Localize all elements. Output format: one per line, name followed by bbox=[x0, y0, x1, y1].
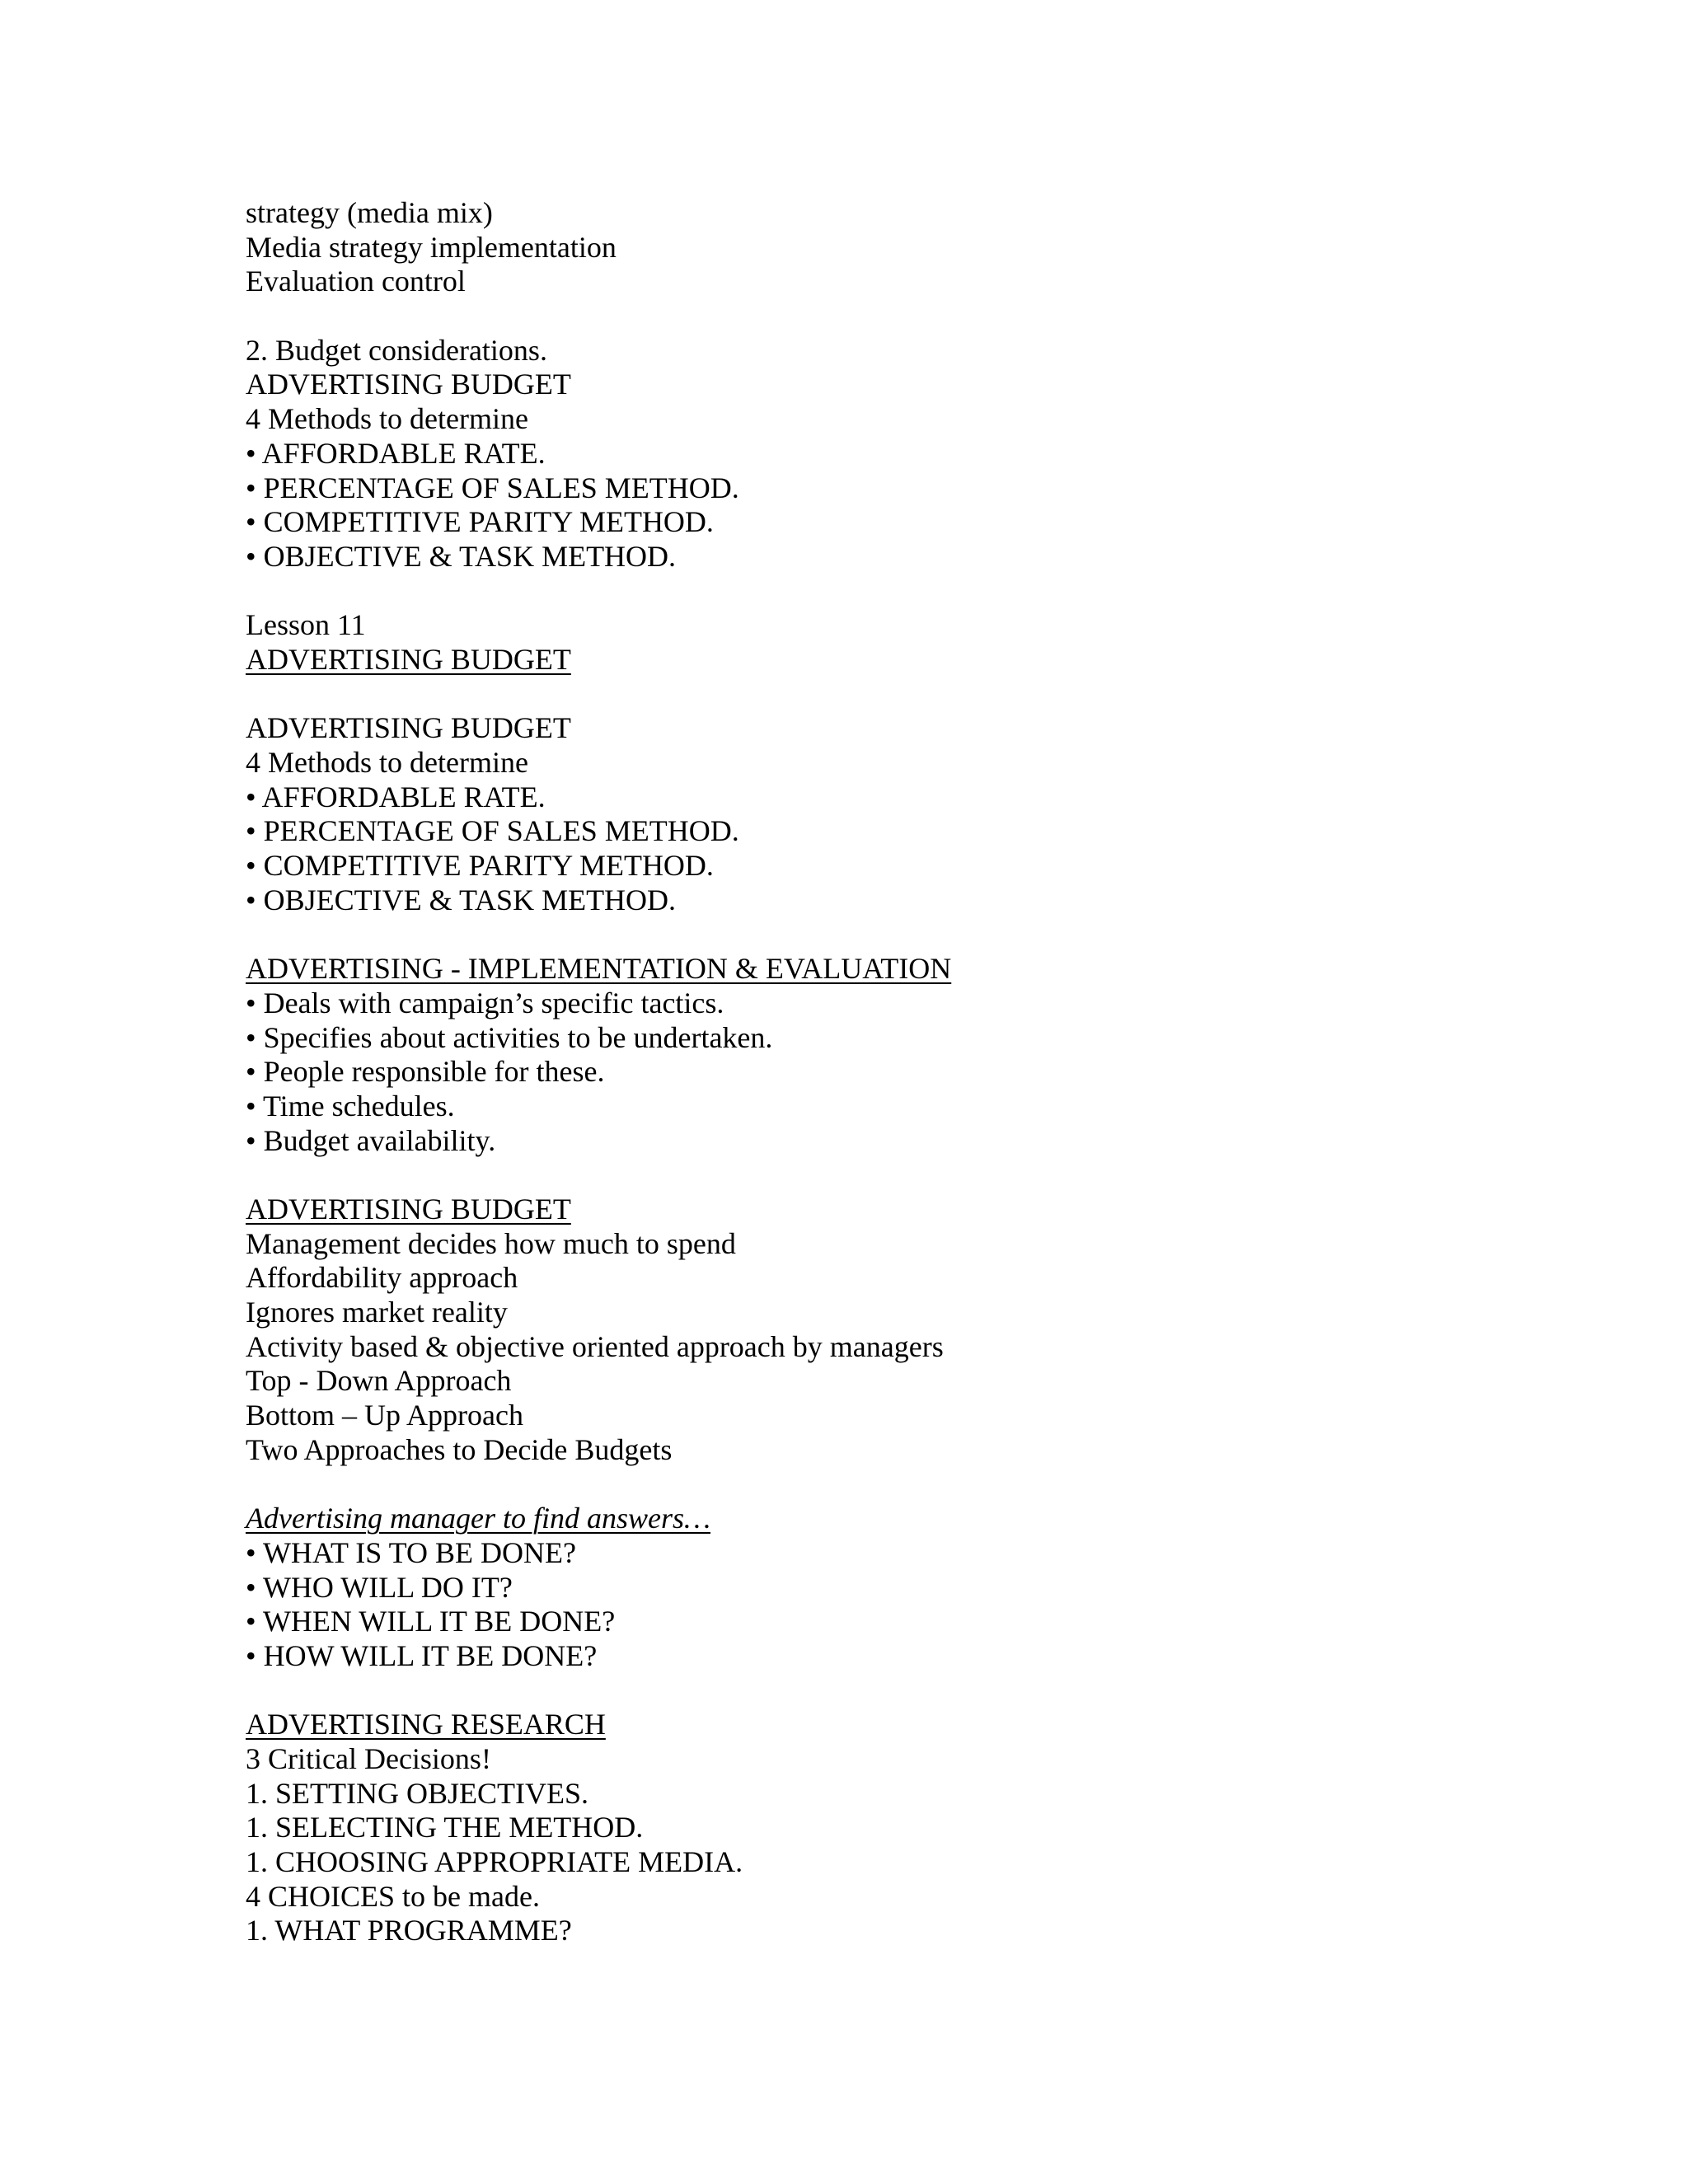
lesson-section bbox=[246, 608, 1564, 677]
paragraph-gap bbox=[246, 574, 1564, 609]
text-line: Management decides how much to spend bbox=[246, 1226, 736, 1260]
list-item: • Deals with campaign’s specific tactics. bbox=[246, 986, 724, 1019]
paragraph-gap bbox=[246, 917, 1564, 952]
text-line: Affordability approach bbox=[246, 1261, 518, 1295]
section-heading: ADVERTISING BUDGET bbox=[246, 1192, 571, 1226]
list-item: • PERCENTAGE OF SALES METHOD. bbox=[246, 471, 739, 504]
text-line: 1. SETTING OBJECTIVES. bbox=[246, 1776, 588, 1810]
paragraph-gap bbox=[246, 299, 1564, 334]
paragraph-gap bbox=[246, 677, 1564, 712]
section-subtitle: 4 Methods to determine bbox=[246, 746, 528, 779]
section-heading: 2. Budget considerations. bbox=[246, 333, 547, 367]
list-item: • PERCENTAGE OF SALES METHOD. bbox=[246, 814, 739, 848]
text-line: 4 CHOICES to be made. bbox=[246, 1879, 540, 1913]
lesson-title: ADVERTISING BUDGET bbox=[246, 642, 571, 676]
list-item: • WHEN WILL IT BE DONE? bbox=[246, 1605, 616, 1638]
text-line: Two Approaches to Decide Budgets bbox=[246, 1432, 673, 1466]
list-item: • AFFORDABLE RATE. bbox=[246, 436, 546, 470]
lesson-label: Lesson 11 bbox=[246, 608, 366, 642]
manager-questions-section bbox=[246, 1502, 1564, 1673]
section-title: ADVERTISING BUDGET bbox=[246, 711, 571, 745]
paragraph-gap bbox=[246, 1674, 1564, 1708]
research-section bbox=[246, 1708, 1564, 1948]
text-line: Evaluation control bbox=[246, 265, 466, 298]
text-line: Top - Down Approach bbox=[246, 1364, 512, 1398]
list-item: • WHO WILL DO IT? bbox=[246, 1570, 513, 1604]
text-line: 1. CHOOSING APPROPRIATE MEDIA. bbox=[246, 1845, 743, 1878]
list-item: • HOW WILL IT BE DONE? bbox=[246, 1638, 598, 1672]
text-line: Ignores market reality bbox=[246, 1296, 508, 1329]
list-item: • People responsible for these. bbox=[246, 1055, 605, 1089]
section-subtitle: 4 Methods to determine bbox=[246, 402, 528, 436]
text-line: Activity based & objective oriented approach by managers bbox=[246, 1329, 944, 1363]
text-line: 1. SELECTING THE METHOD. bbox=[246, 1811, 644, 1844]
budget-considerations-section bbox=[246, 334, 1564, 574]
list-item: • Budget availability. bbox=[246, 1123, 496, 1157]
list-item: • COMPETITIVE PARITY METHOD. bbox=[246, 505, 714, 539]
section-heading: Advertising manager to find answers… bbox=[246, 1502, 710, 1535]
section-heading: ADVERTISING - IMPLEMENTATION & EVALUATION bbox=[246, 952, 952, 986]
list-item: • Specifies about activities to be undertaken. bbox=[246, 1020, 773, 1054]
document-body bbox=[246, 196, 1564, 1948]
list-item: • OBJECTIVE & TASK METHOD. bbox=[246, 539, 677, 573]
text-line: strategy (media mix) bbox=[246, 196, 493, 229]
text-line: 1. WHAT PROGRAMME? bbox=[246, 1914, 572, 1947]
implementation-section bbox=[246, 952, 1564, 1158]
list-item: • COMPETITIVE PARITY METHOD. bbox=[246, 849, 714, 883]
paragraph-gap bbox=[246, 1158, 1564, 1193]
text-line: 3 Critical Decisions! bbox=[246, 1741, 491, 1775]
intro-section bbox=[246, 196, 1564, 299]
budget-methods-section bbox=[246, 711, 1564, 917]
text-line: Bottom – Up Approach bbox=[246, 1399, 523, 1432]
list-item: • AFFORDABLE RATE. bbox=[246, 780, 546, 813]
section-heading: ADVERTISING RESEARCH bbox=[246, 1708, 606, 1741]
list-item: • OBJECTIVE & TASK METHOD. bbox=[246, 883, 677, 916]
text-line: Media strategy implementation bbox=[246, 230, 617, 264]
paragraph-gap bbox=[246, 1467, 1564, 1502]
list-item: • WHAT IS TO BE DONE? bbox=[246, 1535, 576, 1569]
list-item: • Time schedules. bbox=[246, 1089, 455, 1122]
section-title: ADVERTISING BUDGET bbox=[246, 368, 571, 401]
budget-approaches-section bbox=[246, 1193, 1564, 1468]
